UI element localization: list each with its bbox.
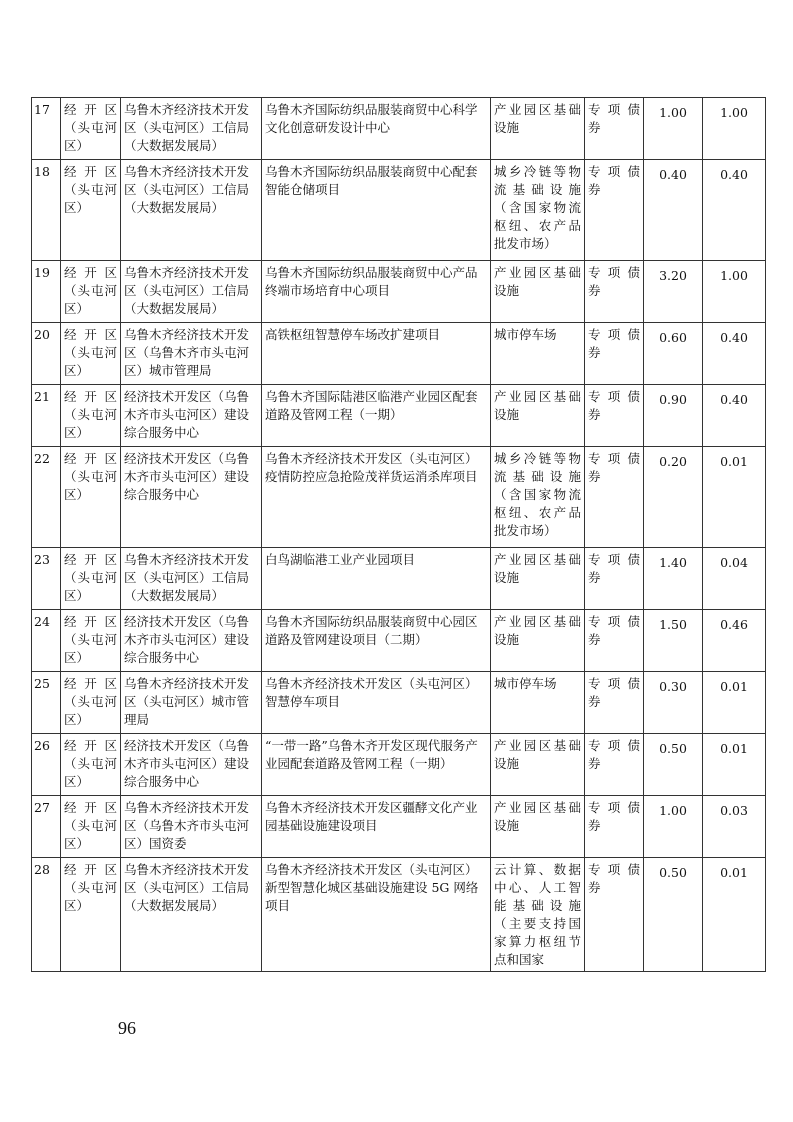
unit-cell: 乌鲁木齐经济技术开发区（头屯河区）工信局（大数据发展局） [121, 160, 262, 261]
bond-type-cell: 专 项 债券 [585, 261, 644, 323]
category-cell: 城乡冷链等物流基础设施（含国家物流枢纽、农产品批发市场） [491, 447, 585, 548]
document-page [31, 97, 766, 972]
total-investment-cell: 0.50 [644, 858, 703, 972]
table-row [32, 734, 766, 796]
bond-amount-cell: 1.00 [703, 98, 766, 160]
project-name-cell: 乌鲁木齐国际陆港区临港产业园区配套道路及管网工程（一期） [262, 385, 491, 447]
table-body [32, 98, 766, 972]
bond-amount-cell: 0.03 [703, 796, 766, 858]
total-investment-cell: 0.20 [644, 447, 703, 548]
district-cell: 经 开 区（头屯河区） [61, 734, 121, 796]
row-number: 24 [32, 610, 61, 672]
unit-cell: 乌鲁木齐经济技术开发区（头屯河区）工信局（大数据发展局） [121, 261, 262, 323]
category-cell: 产业园区基础设施 [491, 734, 585, 796]
category-cell: 产业园区基础设施 [491, 261, 585, 323]
row-number: 27 [32, 796, 61, 858]
project-name-cell: 乌鲁木齐经济技术开发区（头屯河区）智慧停车项目 [262, 672, 491, 734]
unit-cell: 经济技术开发区（乌鲁木齐市头屯河区）建设综合服务中心 [121, 447, 262, 548]
total-investment-cell: 1.00 [644, 796, 703, 858]
bond-type-cell: 专 项 债券 [585, 796, 644, 858]
project-name-cell: 乌鲁木齐国际纺织品服装商贸中心园区道路及管网建设项目（二期） [262, 610, 491, 672]
row-number: 23 [32, 548, 61, 610]
bond-type-cell: 专 项 债券 [585, 610, 644, 672]
project-name-cell: 乌鲁木齐经济技术开发区（头屯河区）新型智慧化城区基础设施建设 5G 网络项目 [262, 858, 491, 972]
row-number: 22 [32, 447, 61, 548]
category-cell: 产业园区基础设施 [491, 796, 585, 858]
total-investment-cell: 1.40 [644, 548, 703, 610]
category-cell: 产业园区基础设施 [491, 98, 585, 160]
district-cell: 经 开 区（头屯河区） [61, 98, 121, 160]
bond-type-cell: 专 项 债券 [585, 858, 644, 972]
total-investment-cell: 1.50 [644, 610, 703, 672]
bond-type-cell: 专 项 债券 [585, 323, 644, 385]
total-investment-cell: 3.20 [644, 261, 703, 323]
district-cell: 经 开 区（头屯河区） [61, 447, 121, 548]
bond-type-cell: 专 项 债券 [585, 548, 644, 610]
row-number: 25 [32, 672, 61, 734]
row-number: 18 [32, 160, 61, 261]
category-cell: 城乡冷链等物流基础设施（含国家物流枢纽、农产品批发市场） [491, 160, 585, 261]
bond-amount-cell: 0.01 [703, 672, 766, 734]
district-cell: 经 开 区（头屯河区） [61, 858, 121, 972]
bond-amount-cell: 0.40 [703, 323, 766, 385]
unit-cell: 经济技术开发区（乌鲁木齐市头屯河区）建设综合服务中心 [121, 734, 262, 796]
table-row [32, 447, 766, 548]
category-cell: 云计算、数据中心、人工智能基础设施（主要支持国家算力枢纽节点和国家 [491, 858, 585, 972]
table-row [32, 796, 766, 858]
bond-amount-cell: 0.01 [703, 858, 766, 972]
district-cell: 经 开 区（头屯河区） [61, 323, 121, 385]
project-name-cell: “一带一路”乌鲁木齐开发区现代服务产业园配套道路及管网工程（一期） [262, 734, 491, 796]
table-row [32, 672, 766, 734]
row-number: 21 [32, 385, 61, 447]
bond-type-cell: 专 项 债券 [585, 672, 644, 734]
category-cell: 城市停车场 [491, 672, 585, 734]
row-number: 17 [32, 98, 61, 160]
total-investment-cell: 0.30 [644, 672, 703, 734]
district-cell: 经 开 区（头屯河区） [61, 160, 121, 261]
category-cell: 城市停车场 [491, 323, 585, 385]
unit-cell: 经济技术开发区（乌鲁木齐市头屯河区）建设综合服务中心 [121, 385, 262, 447]
total-investment-cell: 0.50 [644, 734, 703, 796]
district-cell: 经 开 区（头屯河区） [61, 672, 121, 734]
row-number: 19 [32, 261, 61, 323]
total-investment-cell: 0.90 [644, 385, 703, 447]
bond-amount-cell: 0.01 [703, 734, 766, 796]
table-row [32, 98, 766, 160]
bond-type-cell: 专 项 债券 [585, 447, 644, 548]
district-cell: 经 开 区（头屯河区） [61, 548, 121, 610]
table-row [32, 858, 766, 972]
project-name-cell: 乌鲁木齐国际纺织品服装商贸中心产品终端市场培育中心项目 [262, 261, 491, 323]
district-cell: 经 开 区（头屯河区） [61, 610, 121, 672]
unit-cell: 经济技术开发区（乌鲁木齐市头屯河区）建设综合服务中心 [121, 610, 262, 672]
bond-amount-cell: 0.40 [703, 385, 766, 447]
category-cell: 产业园区基础设施 [491, 385, 585, 447]
bond-amount-cell: 0.46 [703, 610, 766, 672]
district-cell: 经 开 区（头屯河区） [61, 385, 121, 447]
table-row [32, 385, 766, 447]
bond-amount-cell: 0.04 [703, 548, 766, 610]
row-number: 28 [32, 858, 61, 972]
unit-cell: 乌鲁木齐经济技术开发区（乌鲁木齐市头屯河区）城市管理局 [121, 323, 262, 385]
project-name-cell: 乌鲁木齐经济技术开发区疆酵文化产业园基础设施建设项目 [262, 796, 491, 858]
table-row [32, 610, 766, 672]
table-row [32, 261, 766, 323]
unit-cell: 乌鲁木齐经济技术开发区（头屯河区）工信局（大数据发展局） [121, 858, 262, 972]
total-investment-cell: 1.00 [644, 98, 703, 160]
project-name-cell: 高铁枢纽智慧停车场改扩建项目 [262, 323, 491, 385]
project-name-cell: 白鸟湖临港工业产业园项目 [262, 548, 491, 610]
project-name-cell: 乌鲁木齐经济技术开发区（头屯河区）疫情防控应急抢险茂祥货运消杀库项目 [262, 447, 491, 548]
bond-type-cell: 专 项 债券 [585, 385, 644, 447]
total-investment-cell: 0.60 [644, 323, 703, 385]
category-cell: 产业园区基础设施 [491, 548, 585, 610]
unit-cell: 乌鲁木齐经济技术开发区（乌鲁木齐市头屯河区）国资委 [121, 796, 262, 858]
bond-type-cell: 专 项 债券 [585, 160, 644, 261]
row-number: 20 [32, 323, 61, 385]
unit-cell: 乌鲁木齐经济技术开发区（头屯河区）工信局（大数据发展局） [121, 548, 262, 610]
unit-cell: 乌鲁木齐经济技术开发区（头屯河区）城市管理局 [121, 672, 262, 734]
bond-amount-cell: 1.00 [703, 261, 766, 323]
table-row [32, 160, 766, 261]
unit-cell: 乌鲁木齐经济技术开发区（头屯河区）工信局（大数据发展局） [121, 98, 262, 160]
table-row [32, 548, 766, 610]
district-cell: 经 开 区（头屯河区） [61, 261, 121, 323]
category-cell: 产业园区基础设施 [491, 610, 585, 672]
district-cell: 经 开 区（头屯河区） [61, 796, 121, 858]
project-table [31, 97, 766, 972]
project-name-cell: 乌鲁木齐国际纺织品服装商贸中心配套智能仓储项目 [262, 160, 491, 261]
bond-amount-cell: 0.40 [703, 160, 766, 261]
table-row [32, 323, 766, 385]
row-number: 26 [32, 734, 61, 796]
bond-amount-cell: 0.01 [703, 447, 766, 548]
project-name-cell: 乌鲁木齐国际纺织品服装商贸中心科学文化创意研发设计中心 [262, 98, 491, 160]
total-investment-cell: 0.40 [644, 160, 703, 261]
bond-type-cell: 专 项 债券 [585, 98, 644, 160]
bond-type-cell: 专 项 债券 [585, 734, 644, 796]
page-number: 96 [118, 1018, 136, 1038]
